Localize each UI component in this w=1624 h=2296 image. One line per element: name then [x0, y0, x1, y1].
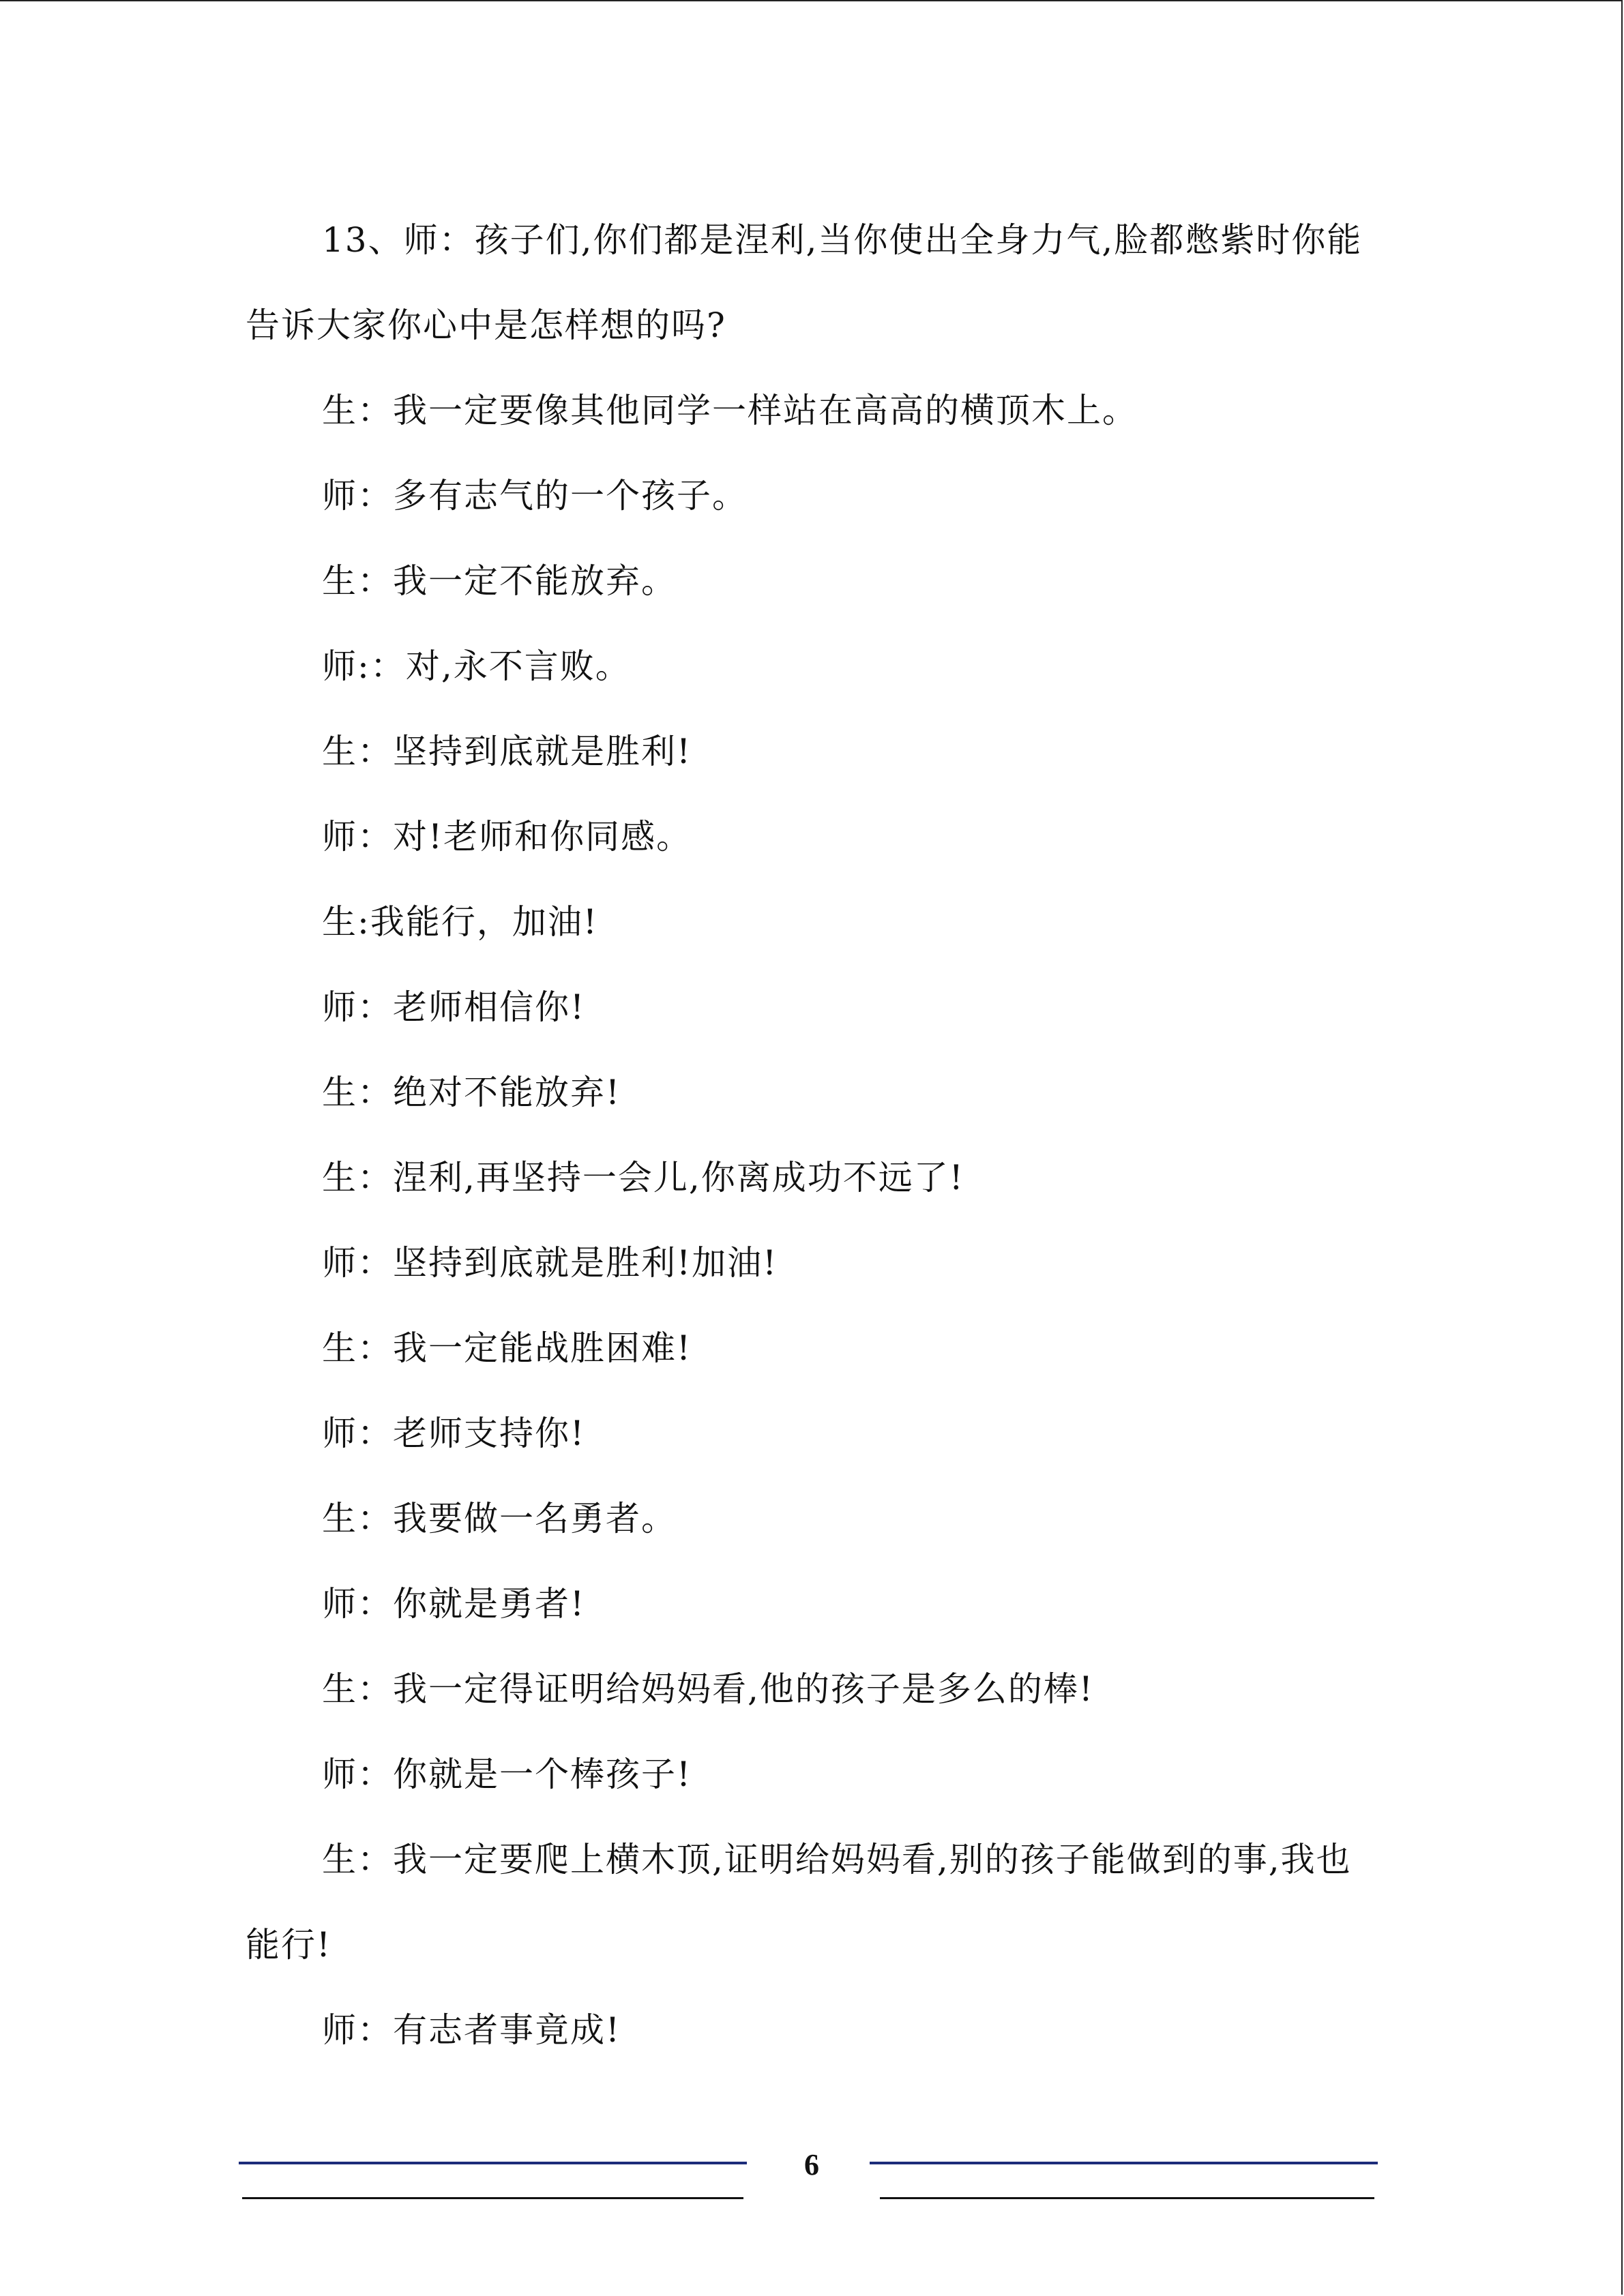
- dialogue-line: 生：我一定不能放弃。: [322, 561, 677, 601]
- page-number: 6: [804, 2148, 819, 2181]
- dialogue-line: 师：老师相信你!: [322, 987, 586, 1027]
- dialogue-line: 生：坚持到底就是胜利!: [322, 732, 692, 771]
- dialogue-line: 师：你就是勇者!: [322, 1584, 586, 1624]
- dialogue-line: 师：你就是一个棒孩子!: [322, 1755, 692, 1794]
- dialogue-line: 生：我一定要像其他同学一样站在高高的横顶木上。: [322, 391, 1138, 430]
- dialogue-line: 生：绝对不能放弃!: [322, 1073, 621, 1112]
- dialogue-line: 生：我一定要爬上横木顶,证明给妈妈看,别的孩子能做到的事,我也能行!: [246, 1840, 1352, 1965]
- dialogue-line: 师：对!老师和你同感。: [322, 817, 692, 856]
- dialogue-line: 生:我能行，加油!: [322, 902, 598, 942]
- footer-rule-left-top: [239, 2162, 747, 2164]
- dialogue-line: 师:：对,永不言败。: [322, 646, 631, 686]
- dialogue-line: 师：坚持到底就是胜利!加油!: [322, 1243, 778, 1283]
- footer-rule-left-bottom: [242, 2197, 743, 2199]
- footer-rule-right-bottom: [880, 2197, 1374, 2199]
- dialogue-line: 师：老师支持你!: [322, 1414, 586, 1453]
- document-body: [246, 198, 1378, 2073]
- dialogue-line: 生：涅利,再坚持一会儿,你离成功不远了!: [322, 1158, 964, 1197]
- footer-rule-right-top: [870, 2162, 1378, 2164]
- page-footer: [239, 2148, 1398, 2203]
- paragraph-question: 13、师：孩子们,你们都是涅利,当你使出全身力气,脸都憋紫时你能告诉大家你心中是怎样想的吗?: [246, 220, 1363, 345]
- dialogue-line: 师：有志者事竟成!: [322, 2010, 621, 2050]
- dialogue-line: 生：我一定得证明给妈妈看,他的孩子是多么的棒!: [322, 1669, 1094, 1709]
- dialogue-line: 生：我要做一名勇者。: [322, 1499, 677, 1538]
- dialogue-line: 生：我一定能战胜困难!: [322, 1328, 692, 1368]
- dialogue-line: 师：多有志气的一个孩子。: [322, 476, 748, 516]
